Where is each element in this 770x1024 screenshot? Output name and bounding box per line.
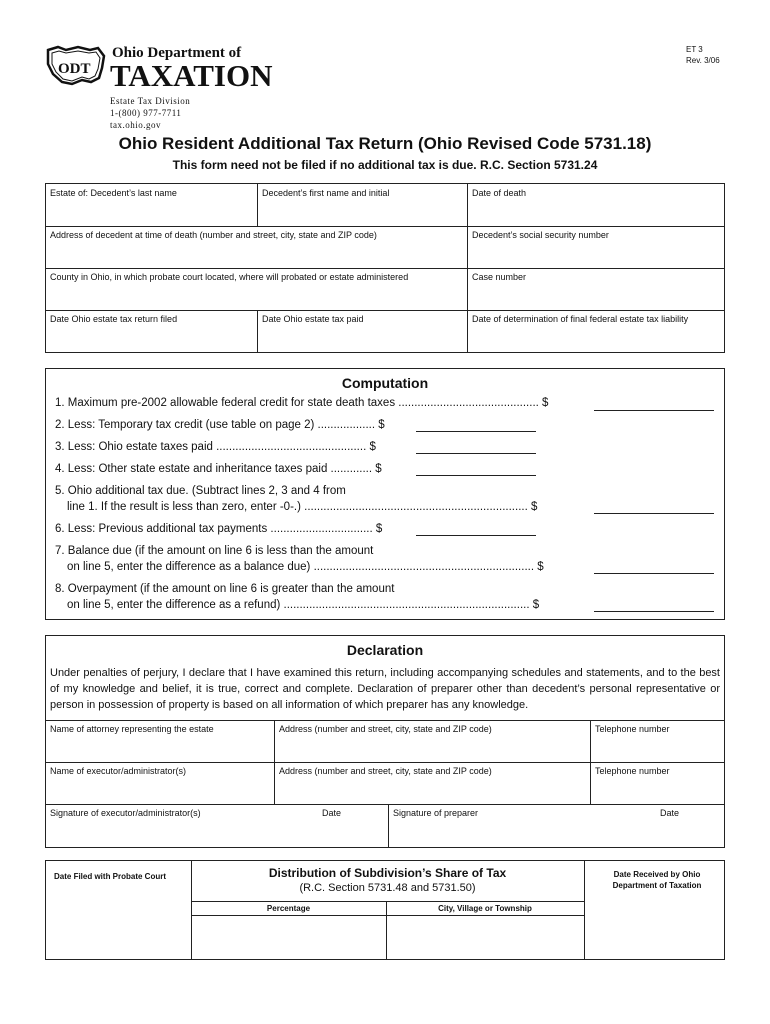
date-received-label: Date Received by Ohio Department of Taxation — [612, 870, 702, 890]
agency-contact — [110, 95, 190, 131]
case-number-field[interactable]: Case number — [472, 272, 527, 282]
line-5-amount-input[interactable] — [594, 513, 714, 514]
page-subtitle: This form need not be filed if no additional tax is due. R.C. Section 5731.24 — [172, 158, 598, 172]
division-name: Estate Tax Division — [110, 96, 191, 106]
distribution-title: Distribution of Subdivision’s Share of Tax — [268, 866, 507, 880]
estate-info-grid — [45, 183, 725, 353]
county-field[interactable]: County in Ohio, in which probate court located, where will probated or estate administered — [50, 272, 409, 282]
ohio-state-logo-icon — [44, 44, 108, 88]
computation-title: Computation — [341, 375, 429, 391]
computation-line-2: 2. Less: Temporary tax credit (use table on page 2) .................. $ — [55, 419, 385, 431]
line-1-amount-input[interactable] — [594, 410, 714, 411]
distribution-subtitle: (R.C. Section 5731.48 and 5731.50) — [299, 882, 476, 894]
computation-line-7a: 7. Balance due (if the amount on line 6 is less than the amount — [55, 545, 374, 557]
date-filed-probate-label: Date Filed with Probate Court — [54, 872, 167, 881]
declaration-title: Declaration — [346, 642, 424, 658]
date-federal-determination-field[interactable]: Date of determination of final federal estate tax liability — [472, 314, 689, 324]
declaration-text: Under penalties of perjury, I declare that I have examined this return, including accompanying schedules and statements, and to the best of my knowledge and belief, it is true, correct and complete. Declaration of preparer other than decedent’s personal representative or person in possession of property is based on all information of which preparer has any knowledge. — [50, 667, 720, 711]
decedent-address-field[interactable]: Address of decedent at time of death (number and street, city, state and ZIP code) — [50, 230, 377, 240]
preparer-signature-field[interactable]: Signature of preparer — [393, 808, 479, 818]
agency-name-line2: TAXATION — [110, 58, 273, 93]
city-column-header: City, Village or Township — [438, 904, 532, 913]
attorney-address-field[interactable]: Address (number and street, city, state and ZIP code) — [279, 724, 492, 734]
computation-line-3: 3. Less: Ohio estate taxes paid ............................................... $ — [55, 441, 376, 453]
computation-line-5b: line 1. If the result is less than zero, enter -0-.) ...................................................................... $ — [67, 501, 538, 513]
date-tax-paid-field[interactable]: Date Ohio estate tax paid — [262, 314, 364, 324]
computation-line-5a: 5. Ohio additional tax due. (Subtract lines 2, 3 and 4 from — [55, 485, 346, 497]
page-title: Ohio Resident Additional Tax Return (Ohio Revised Code 5731.18) — [118, 134, 652, 153]
line-4-amount-input[interactable] — [416, 475, 536, 476]
computation-line-1: 1. Maximum pre-2002 allowable federal credit for state death taxes ............................................ $ — [55, 397, 549, 409]
attorney-phone-field[interactable]: Telephone number — [595, 724, 670, 734]
computation-line-6: 6. Less: Previous additional tax payments ................................ $ — [55, 523, 383, 535]
executor-name-field[interactable]: Name of executor/administrator(s) — [50, 766, 187, 776]
line-2-amount-input[interactable] — [416, 431, 536, 432]
form-number: ET 3 — [686, 45, 703, 54]
svg-text:ODT: ODT — [58, 61, 91, 77]
decedent-first-name-field[interactable]: Decedent’s first name and initial — [262, 188, 390, 198]
form-revision: Rev. 3/06 — [686, 56, 720, 65]
computation-line-7b: on line 5, enter the difference as a balance due) ..................................................................... $ — [67, 561, 544, 573]
decedent-ssn-field[interactable]: Decedent’s social security number — [472, 230, 609, 240]
phone-number: 1-(800) 977-7711 — [110, 108, 182, 118]
computation-line-8b: on line 5, enter the difference as a refund) ............................................................................. $ — [67, 599, 540, 611]
website: tax.ohio.gov — [110, 120, 161, 130]
computation-line-8a: 8. Overpayment (if the amount on line 6 is greater than the amount — [55, 583, 395, 595]
line-7-amount-input[interactable] — [594, 573, 714, 574]
date-return-filed-field[interactable]: Date Ohio estate tax return filed — [50, 314, 178, 324]
preparer-date-field[interactable]: Date — [660, 808, 680, 818]
decedent-last-name-field[interactable]: Estate of: Decedent’s last name — [50, 188, 177, 198]
line-3-amount-input[interactable] — [416, 453, 536, 454]
line-6-amount-input[interactable] — [416, 535, 536, 536]
executor-date-field[interactable]: Date — [322, 808, 342, 818]
executor-phone-field[interactable]: Telephone number — [595, 766, 670, 776]
percentage-column-header: Percentage — [266, 904, 311, 913]
date-of-death-field[interactable]: Date of death — [472, 188, 527, 198]
executor-address-field[interactable]: Address (number and street, city, state and ZIP code) — [279, 766, 492, 776]
form-id — [686, 44, 720, 66]
line-8-amount-input[interactable] — [594, 611, 714, 612]
attorney-name-field[interactable]: Name of attorney representing the estate — [50, 724, 214, 734]
agency-name-line1: Ohio Department of — [112, 45, 242, 61]
executor-signature-field[interactable]: Signature of executor/administrator(s) — [50, 808, 201, 818]
computation-line-4: 4. Less: Other state estate and inheritance taxes paid ............. $ — [55, 463, 382, 475]
